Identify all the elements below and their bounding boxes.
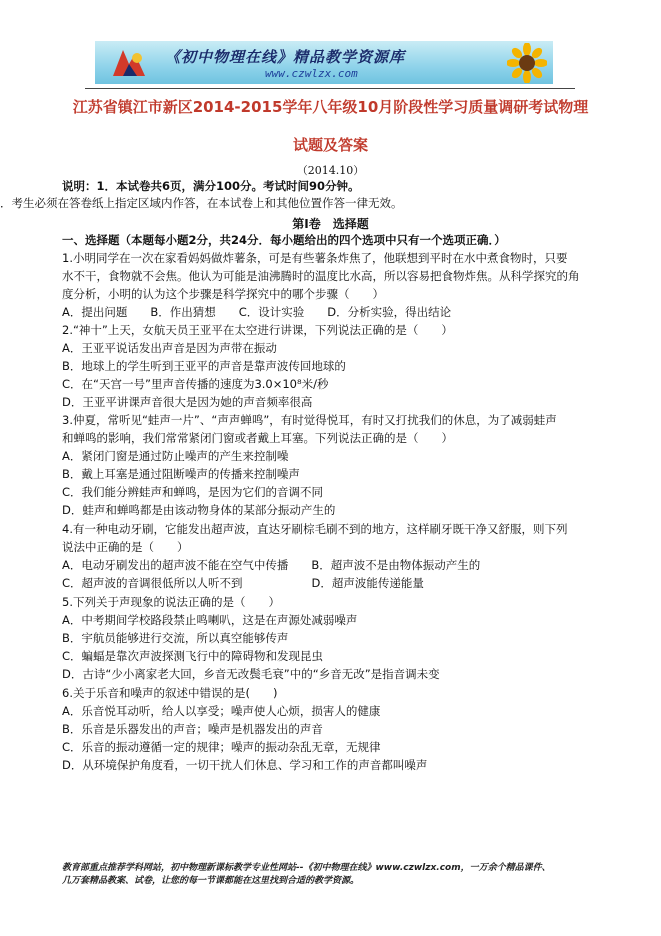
banner-title: 《初中物理在线》精品教学资源库	[165, 48, 406, 66]
part-heading: 一、选择题（本题每小题2分，共24分．每小题给出的四个选项中只有一个选项正确．）	[62, 233, 506, 247]
doc-title-line2: 试题及答案	[292, 136, 368, 154]
q1-line1: 1.小明同学在一次在家看妈妈做炸薯条，可是有些薯条炸焦了，他联想到平时在水中煮食物时，只要	[62, 251, 568, 265]
q4-line1: 4.有一种电动牙刷，它能发出超声波，直达牙刷棕毛刷不到的地方，这样刷牙既干净又舒服，则下列	[62, 522, 568, 536]
footer-line2: 几万套精品教案、试卷，让您的每一节课都能在这里找到合适的教学资源。	[62, 876, 360, 886]
q3-option-d: D．蛙声和蝉鸣都是由该动物身体的某部分振动产生的	[62, 503, 336, 517]
q2-option-d: D．王亚平讲课声音很大是因为她的声音频率很高	[62, 395, 313, 409]
q6-option-c: C．乐音的振动遵循一定的规律；噪声的振动杂乱无章，无规律	[62, 740, 381, 754]
q6-stem: 6.关于乐音和噪声的叙述中错误的是( )	[62, 686, 278, 700]
page-footer	[62, 862, 622, 888]
q6-option-d: D．从环境保护角度看，一切干扰人们休息、学习和工作的声音都叫噪声	[62, 758, 428, 772]
site-logo-icon	[109, 46, 149, 80]
q2-stem: 2.“神十”上天，女航天员王亚平在太空进行讲课，下列说法正确的是（ ）	[62, 323, 453, 337]
q2-option-b: B．地球上的学生听到王亚平的声音是靠声波传回地球的	[62, 359, 346, 373]
q3-option-c: C．我们能分辨蛙声和蝉鸣，是因为它们的音调不同	[62, 485, 324, 499]
q3-line2: 和蝉鸣的影响，我们常常紧闭门窗或者戴上耳塞。下列说法正确的是（ ）	[62, 431, 453, 445]
q1-line2: 水不干，食物就不会焦。他认为可能是油沸腾时的温度比水高，所以容易把食物炸焦。从科学探究的角	[62, 269, 580, 283]
footer-line1: 教育部重点推荐学科网站，初中物理新课标教学专业性网站--《初中物理在线》www.czwlzx.com，一万余个精品课件、	[62, 863, 551, 873]
instructions-2: ．考生必须在答卷纸上指定区域内作答，在本试卷上和其他位置作答一律无效。	[0, 196, 403, 210]
q1-options: A．提出问题 B．作出猜想 C．设计实验 D．分析实验，得出结论	[62, 305, 452, 319]
q2-option-c: C．在“天宫一号”里声音传播的速度为3.0×10⁸米/秒	[62, 377, 329, 391]
q2-option-a: A．王亚平说话发出声音是因为声带在振动	[62, 341, 277, 355]
banner-url[interactable]: www.czwlzx.com	[265, 67, 358, 80]
q1-line3: 度分析，小明的认为这个步骤是科学探究中的哪个步骤（ ）	[62, 287, 384, 301]
q5-stem: 5.下列关于声现象的说法正确的是（ ）	[62, 595, 280, 609]
sunflower-icon	[507, 43, 547, 83]
q6-option-b: B．乐音是乐器发出的声音；噪声是机器发出的声音	[62, 722, 323, 736]
q3-option-b: B．戴上耳塞是通过阻断噪声的传播来控制噪声	[62, 467, 300, 481]
q3-option-a: A．紧闭门窗是通过防止噪声的产生来控制噪	[62, 449, 289, 463]
q3-line1: 3.仲夏，常听见“蛙声一片”、“声声蝉鸣”，有时觉得悦耳，有时又打扰我们的休息，为了减弱蛙声	[62, 413, 557, 427]
q6-option-a: A．乐音悦耳动听，给人以享受；噪声使人心烦，损害人的健康	[62, 704, 381, 718]
q5-option-b: B．宇航员能够进行交流，所以真空能够传声	[62, 631, 289, 645]
q5-option-a: A．中考期间学校路段禁止鸣喇叭，这是在声源处减弱噪声	[62, 613, 358, 627]
q5-option-c: C．蝙蝠是靠次声波探测飞行中的障碍物和发现昆虫	[62, 649, 324, 663]
q4-line2: 说法中正确的是（ ）	[62, 540, 189, 554]
q5-option-d: D．古诗“少小离家老大回，乡音无改鬓毛衰”中的“乡音无改”是指音调未变	[62, 667, 440, 681]
section-heading: 第Ⅰ卷 选择题	[292, 217, 369, 231]
header-banner	[95, 41, 553, 84]
q4-options-ab: A．电动牙刷发出的超声波不能在空气中传播 B．超声波不是由物体振动产生的	[62, 558, 481, 572]
doc-title-line1: 江苏省镇江市新区2014-2015学年八年级10月阶段性学习质量调研考试物理	[72, 98, 589, 116]
q4-options-cd: C．超声波的音调很低所以人听不到 D．超声波能传递能量	[62, 576, 424, 590]
doc-date: （2014.10）	[296, 164, 365, 177]
instructions-1: 说明：1．本试卷共6页，满分100分。考试时间90分钟。	[62, 179, 360, 193]
header-divider	[85, 88, 575, 89]
